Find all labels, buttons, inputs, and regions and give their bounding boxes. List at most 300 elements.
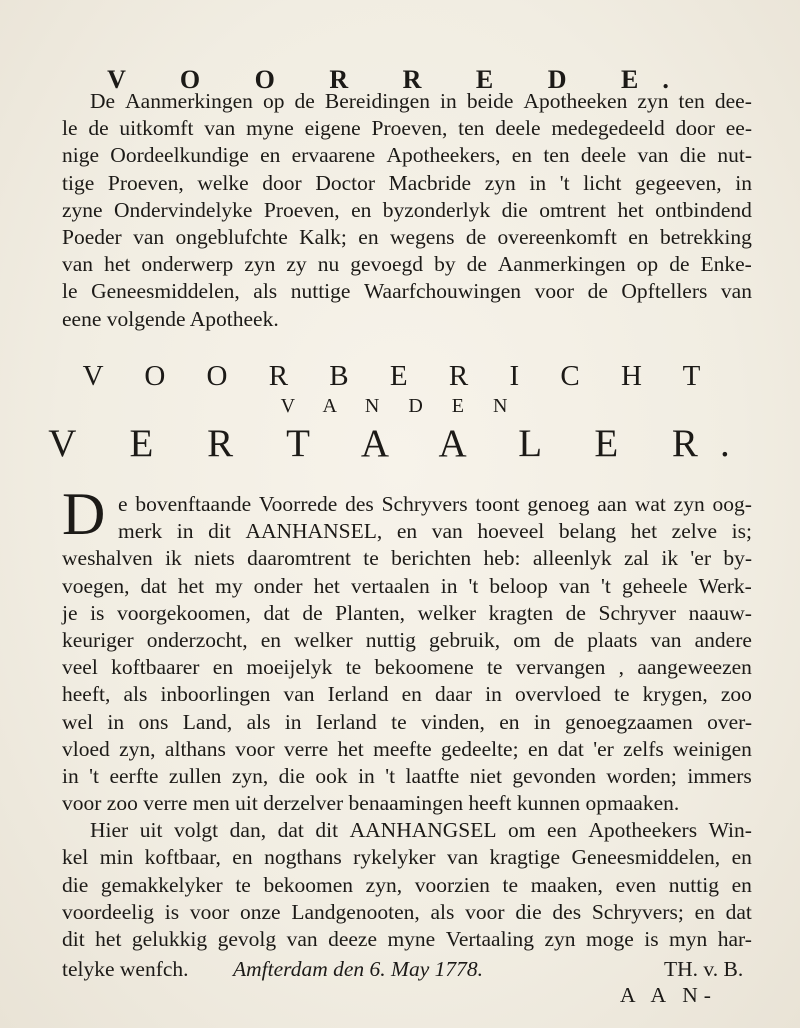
text-line xyxy=(62,600,752,627)
word: naauw- xyxy=(688,600,752,625)
word: , xyxy=(618,655,625,680)
word: en xyxy=(401,682,422,707)
word: in xyxy=(533,709,551,734)
word: dat xyxy=(557,736,584,761)
word: tige xyxy=(62,170,95,195)
word: is xyxy=(644,927,659,951)
word: de xyxy=(587,279,608,304)
word: zyn xyxy=(637,89,669,113)
word: Macbride xyxy=(388,170,472,195)
word: Hier xyxy=(90,818,129,843)
word: zyn, xyxy=(365,872,403,897)
word: by- xyxy=(723,546,752,571)
word: en xyxy=(499,709,520,734)
word: min xyxy=(99,845,134,870)
word: byzonderlyk xyxy=(382,197,491,222)
word: in xyxy=(358,763,375,788)
word: belang xyxy=(558,519,617,544)
word: van xyxy=(62,252,94,277)
word: zyn xyxy=(673,492,705,516)
word: ongeblufchte xyxy=(175,224,288,249)
word: van xyxy=(637,143,669,168)
word: en xyxy=(260,627,282,652)
word: te xyxy=(391,709,407,734)
word: de xyxy=(465,224,487,249)
word: te xyxy=(235,872,251,897)
text-line xyxy=(62,197,752,224)
word: die xyxy=(278,763,305,788)
word: welker xyxy=(294,627,353,652)
word: voorgekoomen, xyxy=(116,600,251,625)
word: Bereidingen xyxy=(324,89,430,113)
word: uit xyxy=(139,818,163,843)
word: en xyxy=(358,224,379,249)
word: 't xyxy=(559,170,570,195)
word: op xyxy=(262,89,285,113)
word: niet xyxy=(469,763,502,788)
word: van xyxy=(431,519,463,544)
word: in xyxy=(735,170,752,195)
word: dat xyxy=(263,600,290,625)
word: oog- xyxy=(712,492,752,516)
word: zoo xyxy=(720,682,752,707)
word: in xyxy=(107,709,125,734)
text-line xyxy=(62,545,752,572)
word: van xyxy=(286,927,318,951)
word: het xyxy=(630,519,658,544)
word: e xyxy=(118,492,128,516)
word: voorzien xyxy=(414,872,490,897)
word: voor xyxy=(534,279,575,304)
word: onze xyxy=(240,899,281,924)
word: en xyxy=(351,197,372,222)
word: deele xyxy=(495,116,541,141)
word: deele xyxy=(580,143,627,168)
word: en xyxy=(396,519,418,544)
word: zyn xyxy=(544,927,576,951)
word: te xyxy=(486,655,503,680)
word: welke xyxy=(197,170,249,195)
text-line xyxy=(62,736,752,763)
word: zyn, xyxy=(119,736,156,761)
word: eerfte xyxy=(109,763,159,788)
word: gebruik, xyxy=(429,627,501,652)
text-line xyxy=(62,142,752,169)
vertaaler-heading: V E R T A A L E R. xyxy=(48,422,752,465)
word: des xyxy=(345,492,374,516)
text-line xyxy=(62,115,752,142)
word: Proeven, xyxy=(263,197,340,222)
page-heading: V O O R R E D E. xyxy=(107,65,693,94)
word: in xyxy=(440,573,458,598)
voorbericht-heading: V O O R B E R I C H T xyxy=(82,360,718,392)
word: ervaarene xyxy=(291,143,376,168)
word: dat xyxy=(140,573,167,598)
vertaaler-text xyxy=(62,491,752,953)
word: ontbindend xyxy=(655,197,752,222)
word: in xyxy=(529,170,547,195)
word: de xyxy=(565,600,586,625)
word: kragten xyxy=(488,600,554,625)
word: die xyxy=(679,143,707,168)
word: van xyxy=(558,573,591,598)
word: merk xyxy=(118,519,163,544)
word: plaats xyxy=(587,627,638,652)
word: te xyxy=(614,682,630,707)
word: zelfs xyxy=(623,736,664,761)
text-line xyxy=(62,817,752,844)
word: aangeweezen xyxy=(637,655,752,680)
word: voor xyxy=(465,899,505,924)
word: Win- xyxy=(708,818,752,843)
text-line xyxy=(62,790,752,817)
word: ten xyxy=(543,143,570,168)
word: van xyxy=(204,116,236,141)
word: overvloed xyxy=(514,682,601,707)
text-line xyxy=(62,491,752,518)
word: Vertaaling xyxy=(445,927,535,951)
word: is; xyxy=(731,519,752,544)
text-line xyxy=(62,926,752,953)
word: heeft, xyxy=(62,682,111,707)
word: zyn xyxy=(484,170,516,195)
word: die xyxy=(62,872,89,897)
word: op xyxy=(636,252,659,277)
text-line xyxy=(62,251,752,278)
word: koftbaarer xyxy=(111,655,200,680)
word: het xyxy=(177,573,205,598)
text-line xyxy=(62,709,752,736)
word: Apotheeken xyxy=(523,89,628,113)
text-line xyxy=(62,573,752,600)
word: en xyxy=(511,143,533,168)
word: het xyxy=(104,252,131,277)
word: dat xyxy=(725,899,752,924)
word: in xyxy=(440,89,457,113)
word: en xyxy=(731,845,752,870)
word: myne xyxy=(387,927,436,951)
word: over- xyxy=(707,709,752,734)
word: inboorlingen xyxy=(160,682,271,707)
word: voor xyxy=(189,899,230,924)
word: har- xyxy=(717,927,752,951)
word: berichten xyxy=(391,546,472,571)
word: heb: xyxy=(483,546,521,571)
word: Land, xyxy=(182,709,233,734)
word: dit xyxy=(208,519,231,544)
word: betrekking xyxy=(659,224,752,249)
word: althans xyxy=(164,736,226,761)
catchword: A A N- xyxy=(620,983,717,1007)
word: zyn xyxy=(244,252,276,277)
word: welker xyxy=(417,600,477,625)
word: wel xyxy=(62,709,94,734)
word: Aanmerkingen xyxy=(497,252,626,277)
word: de xyxy=(88,116,109,141)
word: beloop xyxy=(489,573,548,598)
word: licht xyxy=(583,170,622,195)
word: en xyxy=(212,655,234,680)
word: moge xyxy=(586,927,634,951)
word: te xyxy=(363,546,379,571)
word: ons xyxy=(138,709,169,734)
word: Aanmerkingen xyxy=(125,89,253,113)
word: in xyxy=(284,709,302,734)
word: keuriger xyxy=(62,627,134,652)
word: gedeelte; xyxy=(440,736,519,761)
word: bekoomene xyxy=(374,655,474,680)
word: vervangen xyxy=(515,655,606,680)
word: de xyxy=(669,252,690,277)
word: dan, xyxy=(229,818,267,843)
text-line xyxy=(62,654,752,681)
word: weinigen xyxy=(673,736,752,761)
word: het xyxy=(313,573,340,598)
word: om xyxy=(513,627,541,652)
word: 't xyxy=(601,573,611,598)
word: Schryver xyxy=(598,600,677,625)
word: gevoegd xyxy=(350,252,424,277)
word: koftbaar, xyxy=(144,845,221,870)
word: Geneesmiddelen, xyxy=(571,845,721,870)
word: Oordeelkundige xyxy=(110,143,249,168)
word: vinden, xyxy=(421,709,485,734)
word: my xyxy=(215,573,243,598)
word: omtrent xyxy=(539,197,607,222)
text-line xyxy=(62,170,752,197)
word: 't xyxy=(385,763,396,788)
word: als xyxy=(123,682,148,707)
word: en xyxy=(260,143,281,168)
word: krygen, xyxy=(642,682,708,707)
closing-words: telyke wenfch. xyxy=(62,957,189,981)
voorrede-text xyxy=(62,88,752,333)
word: nogthans xyxy=(264,845,342,870)
word: verre xyxy=(283,736,329,761)
text-line xyxy=(62,627,752,654)
word: van xyxy=(283,682,315,707)
word: nu xyxy=(317,252,340,277)
word: 'er xyxy=(593,736,614,761)
word: dat xyxy=(277,818,304,843)
drop-cap: D xyxy=(62,481,106,547)
word: de xyxy=(294,89,315,113)
word: te xyxy=(502,872,519,897)
word: medegedeeld xyxy=(551,116,665,141)
word: Geneesmiddelen, xyxy=(91,279,240,304)
word: nut- xyxy=(717,143,752,168)
word: Proeven, xyxy=(371,116,448,141)
word: wegens xyxy=(389,224,455,249)
van-den-heading: V A N D E N xyxy=(280,395,520,417)
word: als xyxy=(430,899,455,924)
word: geheele xyxy=(621,573,688,598)
word: aan xyxy=(597,492,628,516)
word: gegeeven, xyxy=(635,170,722,195)
word: in xyxy=(176,519,194,544)
word: gevonden xyxy=(512,763,596,788)
word: alleenlyk xyxy=(532,546,612,571)
text-line xyxy=(62,899,752,926)
word: 'er xyxy=(690,546,711,571)
word: le xyxy=(62,279,78,304)
word: en xyxy=(694,899,715,924)
word: is xyxy=(164,899,180,924)
word: Doctor xyxy=(315,170,376,195)
word: het xyxy=(617,197,644,222)
word: niets xyxy=(194,546,235,571)
word: Planten, xyxy=(335,600,406,625)
word: wat xyxy=(634,492,666,516)
word: le xyxy=(62,116,78,141)
word: als xyxy=(246,709,271,734)
word: en xyxy=(628,224,649,249)
word: van xyxy=(447,845,479,870)
word: van xyxy=(720,279,752,304)
word: Opftellers xyxy=(621,279,708,304)
word: als xyxy=(253,279,278,304)
word: onderwerp xyxy=(141,252,234,277)
word: van xyxy=(133,224,165,249)
word: vertaalen xyxy=(350,573,430,598)
word: Ondervindelyke xyxy=(113,197,253,222)
word: hoeveel xyxy=(477,519,545,544)
closing-line xyxy=(62,957,752,984)
word: Apotheekers, xyxy=(386,143,501,168)
word: om xyxy=(508,818,536,843)
word: volgt xyxy=(173,818,219,843)
word: genoegzaamen xyxy=(564,709,693,734)
word: beide xyxy=(466,89,514,113)
word: ook xyxy=(315,763,348,788)
word: kragtige xyxy=(489,845,560,870)
word: laatfte xyxy=(405,763,460,788)
word: ik xyxy=(661,546,679,571)
word: De xyxy=(90,89,116,113)
word: voor xyxy=(235,736,275,761)
word: nige xyxy=(62,143,100,168)
word: deeze xyxy=(328,927,377,951)
word: Voorrede xyxy=(258,492,338,516)
text-line xyxy=(62,681,752,708)
word: ten xyxy=(678,89,705,113)
word: de xyxy=(466,252,487,277)
word: onderzocht, xyxy=(146,627,248,652)
word: 't xyxy=(89,763,100,788)
translator-signature: TH. v. B. xyxy=(664,957,744,981)
word: uitkomft xyxy=(119,116,194,141)
word: je xyxy=(62,600,78,625)
word: veel xyxy=(62,655,98,680)
word: myn xyxy=(669,927,708,951)
word: die xyxy=(515,899,542,924)
text-line xyxy=(62,278,752,305)
line-text: voor zoo verre men uit derzelver benaamingen heeft kunnen opmaaken. xyxy=(62,791,680,816)
word: by xyxy=(434,252,456,277)
word: dee- xyxy=(714,89,752,113)
word: bekoomen xyxy=(263,872,354,897)
word: zy xyxy=(286,252,307,277)
word: Apotheekers xyxy=(588,818,698,843)
word: voegen, xyxy=(62,573,130,598)
word: maaken, xyxy=(530,872,603,897)
word: en xyxy=(527,736,549,761)
word: Landgenooten, xyxy=(291,899,420,924)
word: AANHANGSEL xyxy=(349,818,497,843)
word: toont xyxy=(475,492,520,516)
word: meefte xyxy=(373,736,432,761)
word: zyn, xyxy=(231,763,269,788)
word: Enke- xyxy=(700,252,752,277)
word: worden; xyxy=(606,763,677,788)
line-text: eene volgende Apotheek. xyxy=(62,306,279,331)
word: nuttig xyxy=(365,627,416,652)
word: te xyxy=(345,655,362,680)
word: daaromtrent xyxy=(247,546,351,571)
word: nuttige xyxy=(290,279,351,304)
word: gelukkig xyxy=(131,927,208,951)
word: Waarfchouwingen xyxy=(363,279,522,304)
word: nuttig xyxy=(668,872,719,897)
word: rykelyker xyxy=(353,845,436,870)
word: de xyxy=(553,627,575,652)
word: moeijelyk xyxy=(246,655,333,680)
word: eigene xyxy=(304,116,361,141)
text-line xyxy=(62,224,752,251)
word: in xyxy=(485,682,502,707)
word: dit xyxy=(62,927,85,951)
word: even xyxy=(615,872,657,897)
word: van xyxy=(650,627,682,652)
word: myne xyxy=(246,116,294,141)
word: is xyxy=(90,600,105,625)
word: in xyxy=(62,763,79,788)
word: dit xyxy=(315,818,339,843)
word: en xyxy=(731,872,752,897)
word: Proeven, xyxy=(107,170,184,195)
word: zullen xyxy=(168,763,222,788)
word: andere xyxy=(694,627,752,652)
word: Ierland xyxy=(315,709,377,734)
word: bovenftaande xyxy=(135,492,252,516)
text-line xyxy=(62,518,752,545)
text-line xyxy=(62,88,752,115)
word: daar xyxy=(435,682,472,707)
word: 't xyxy=(468,573,479,598)
word: ten xyxy=(458,116,485,141)
word: overeenkomft xyxy=(497,224,617,249)
word: genoeg xyxy=(527,492,590,516)
word: de xyxy=(302,600,323,625)
word: immers xyxy=(687,763,752,788)
word: Schryvers xyxy=(381,492,468,516)
word: Ierland xyxy=(327,682,389,707)
word: zyne xyxy=(62,197,103,222)
word: een xyxy=(547,818,577,843)
word: die xyxy=(501,197,528,222)
word: Werk- xyxy=(698,573,752,598)
text-line xyxy=(62,306,752,333)
word: onder xyxy=(253,573,303,598)
place-date: Amfterdam den 6. May 1778. xyxy=(233,957,483,981)
text-line xyxy=(62,872,752,899)
word: kel xyxy=(62,845,89,870)
word: zal xyxy=(623,546,650,571)
word: ee- xyxy=(725,116,752,141)
word: het xyxy=(337,736,364,761)
word: en xyxy=(232,845,253,870)
word: ik xyxy=(165,546,182,571)
